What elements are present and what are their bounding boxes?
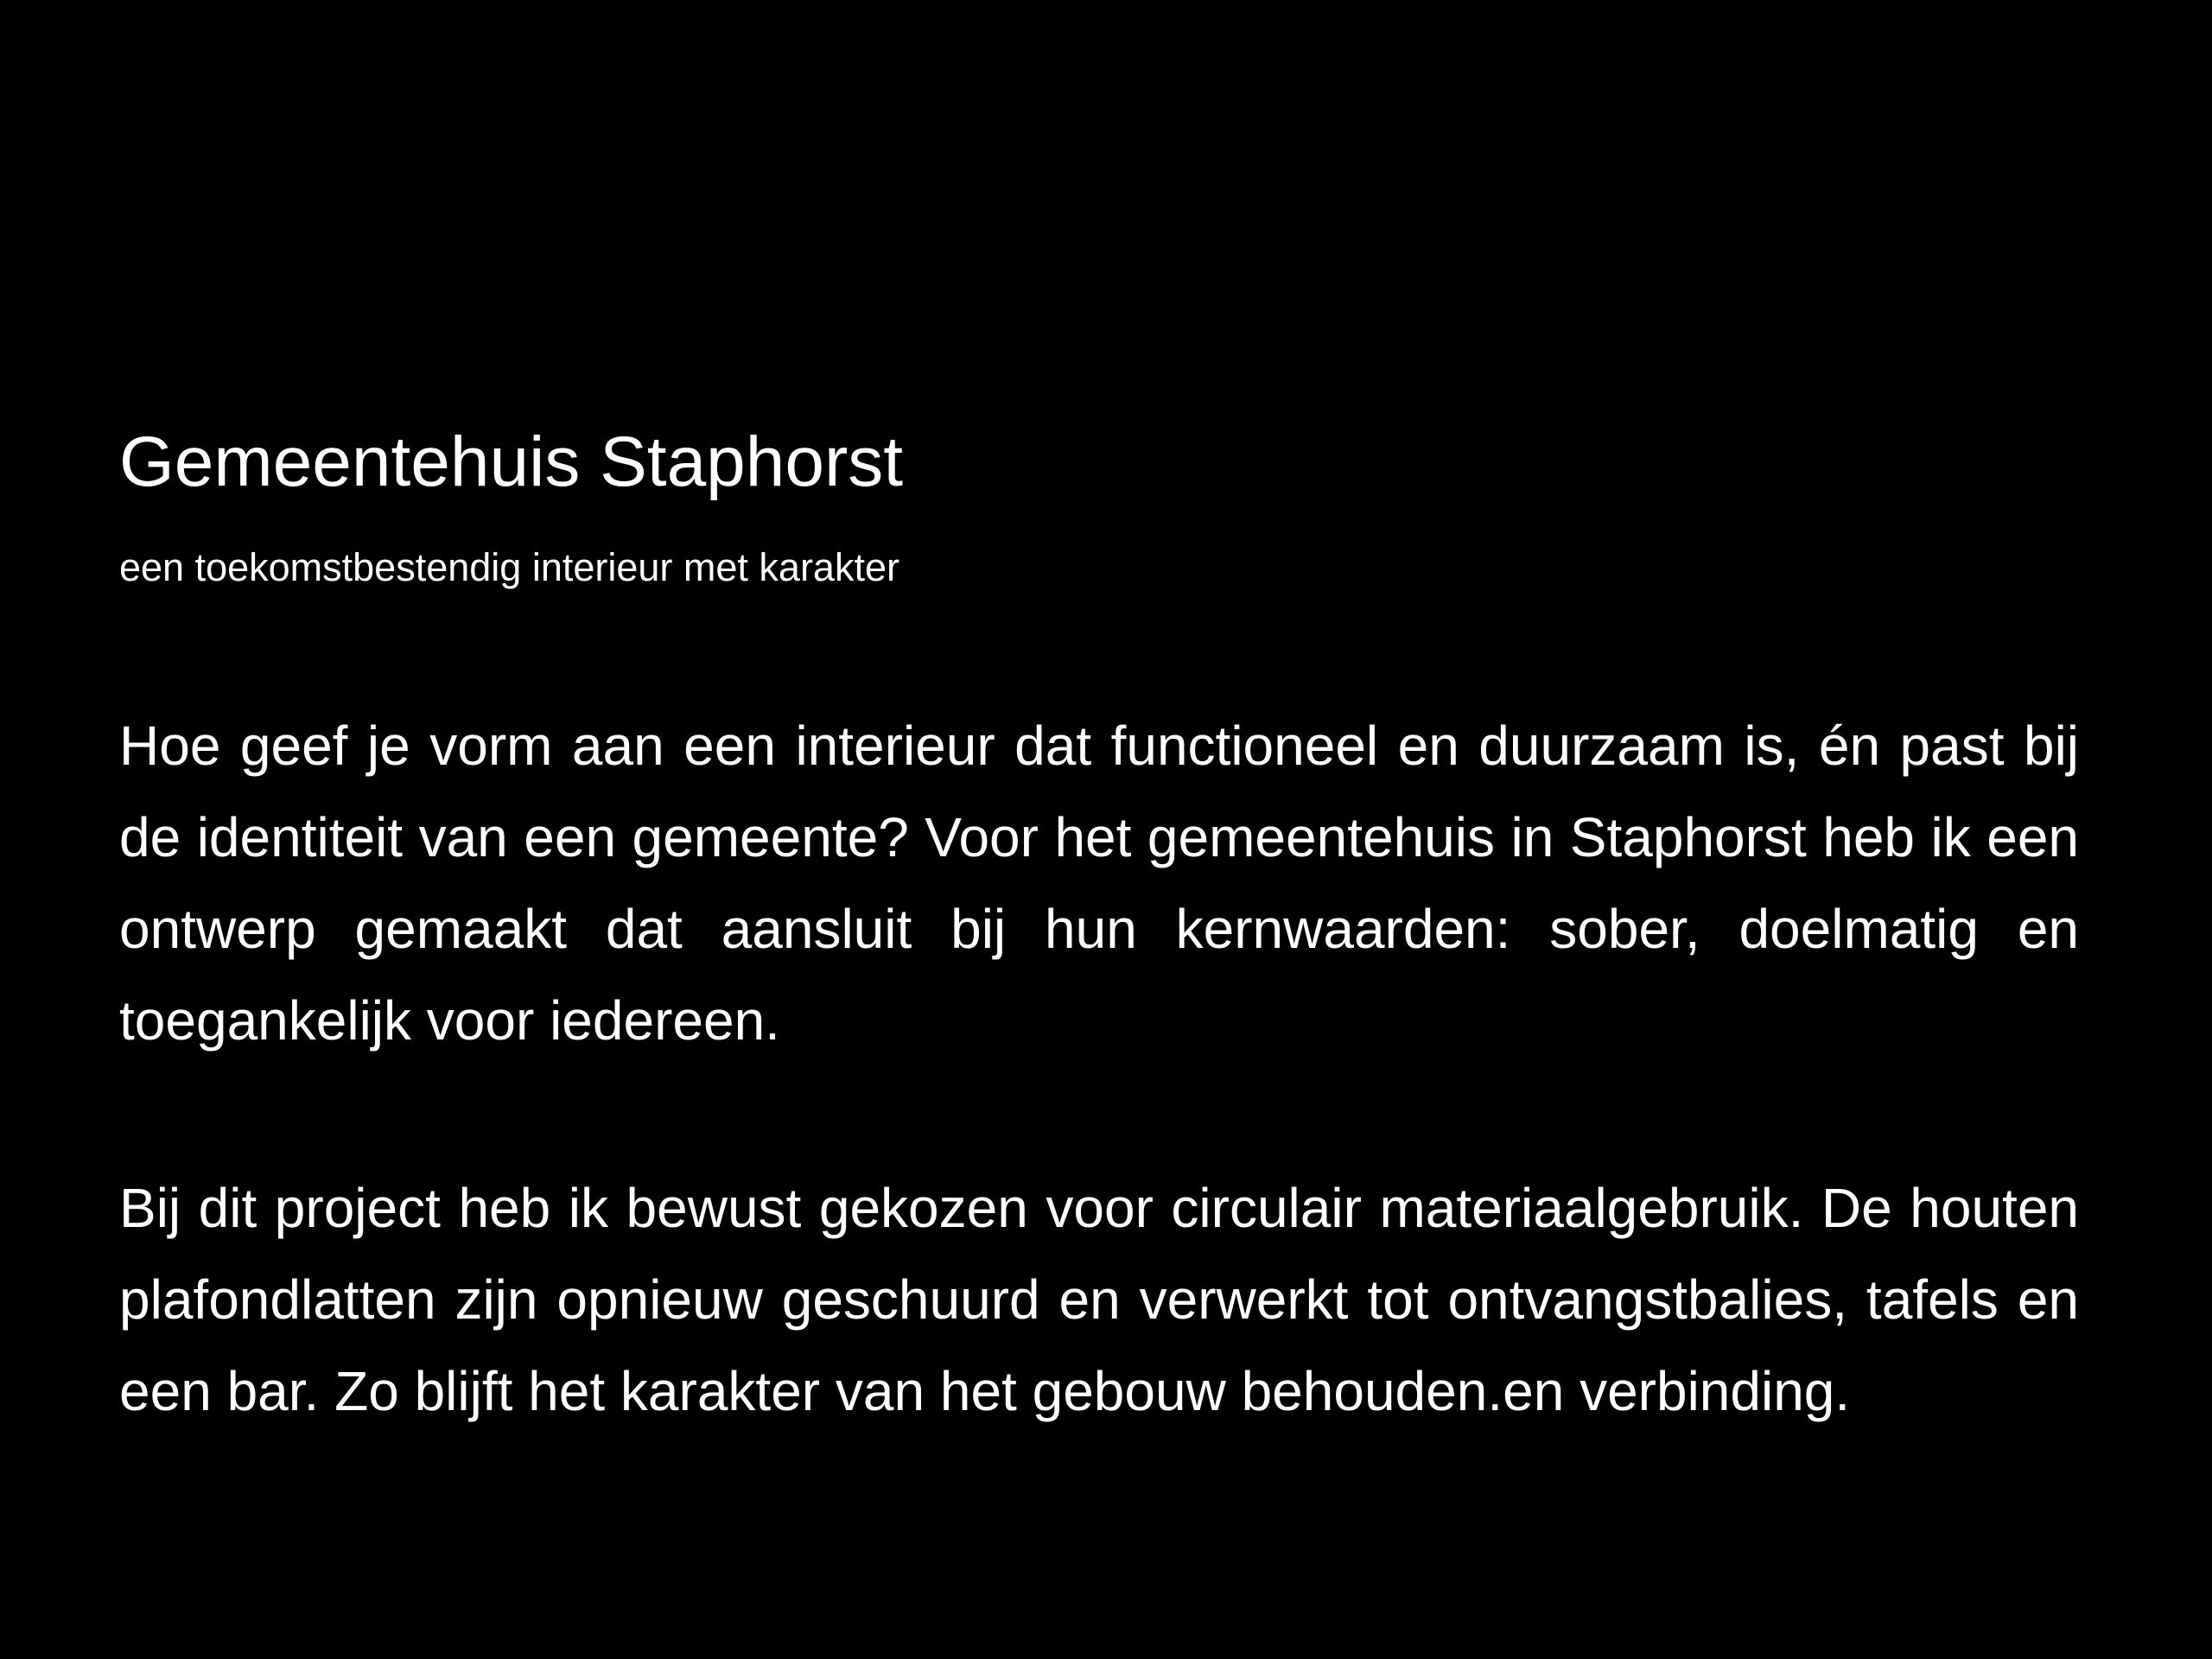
page-subtitle: een toekomstbestendig interieur met karakter bbox=[119, 545, 899, 589]
page-title: Gemeentehuis Staphorst bbox=[119, 423, 904, 501]
body-paragraph-2: Bij dit project heb ik bewust gekozen voor circulair materiaalgebruik. De houten plafondlatten zijn opnieuw geschuurd en verwerkt tot ontvangstbalies, tafels en een bar. Zo blijft het karakter van het gebouw behouden.en verbinding. bbox=[119, 1177, 2079, 1422]
body-paragraph-1: Hoe geef je vorm aan een interieur dat functioneel en duurzaam is, én past bij de identiteit van een gemeente? Voor het gemeentehuis in Staphorst heb ik een ontwerp gemaakt dat aansluit bij hun kernwaarden: sober, doelmatig en toegankelijk voor iedereen. bbox=[119, 715, 2079, 1052]
